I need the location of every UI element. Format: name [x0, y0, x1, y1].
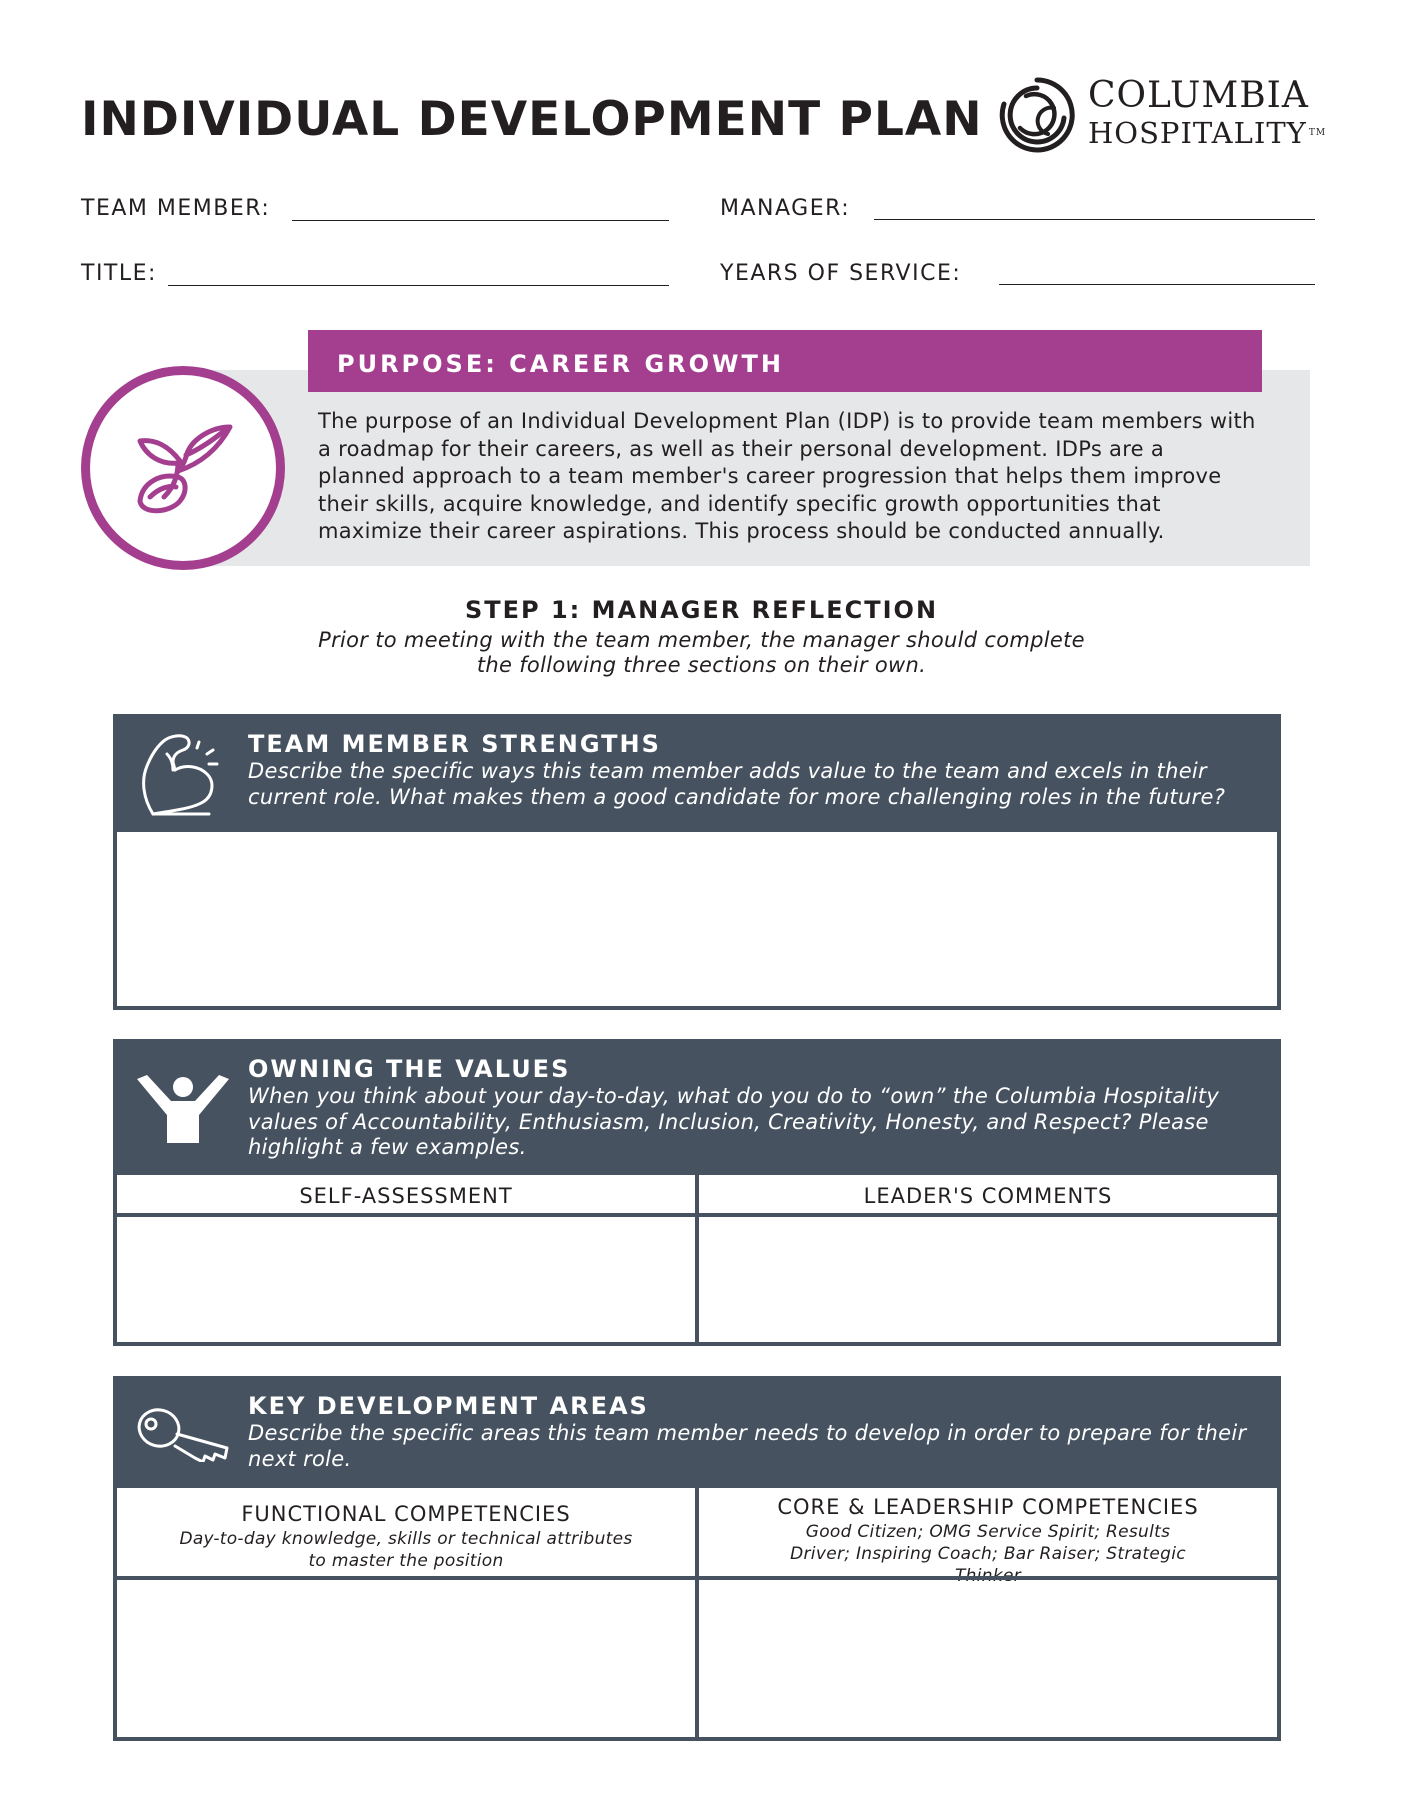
- development-response-area: [117, 1488, 1277, 1737]
- purpose-badge: [81, 366, 285, 570]
- key-development-areas-section: [113, 1376, 1281, 1741]
- strengths-title: TEAM MEMBER STRENGTHS: [248, 730, 661, 758]
- team-member-strengths-section: [113, 714, 1281, 1010]
- self-assessment-input-box[interactable]: [117, 1217, 695, 1342]
- logo-line-columbia: COLUMBIA: [1088, 75, 1309, 116]
- logo-line-hospitality-text: HOSPITALITY: [1088, 116, 1307, 150]
- core-leadership-competencies-heading: CORE & LEADERSHIP COMPETENCIES: [777, 1495, 1199, 1519]
- title-label: TITLE:: [81, 261, 157, 286]
- team-member-input-line[interactable]: [292, 220, 669, 221]
- page-title: INDIVIDUAL DEVELOPMENT PLAN: [81, 92, 983, 147]
- values-response-area: [117, 1175, 1277, 1342]
- development-title: KEY DEVELOPMENT AREAS: [248, 1392, 649, 1420]
- core-leadership-competencies-input-box[interactable]: [699, 1580, 1277, 1737]
- leaders-comments-column: [699, 1175, 1277, 1342]
- strengths-response-box[interactable]: [117, 832, 1277, 1006]
- core-leadership-competencies-column: [699, 1488, 1277, 1737]
- purpose-heading: PURPOSE: CAREER GROWTH: [308, 330, 1262, 392]
- owning-the-values-section: [113, 1039, 1281, 1346]
- strengths-description: Describe the specific ways this team member adds value to the team and excels in their current role. What makes them a good candidate for more challenging roles in the future?: [248, 759, 1226, 809]
- logo-line-hospitality: [1088, 116, 1326, 150]
- key-icon: [135, 1404, 233, 1462]
- columbia-hospitality-logo: [996, 74, 1327, 156]
- leaders-comments-input-box[interactable]: [699, 1217, 1277, 1342]
- flexed-arm-icon: [137, 728, 219, 820]
- manager-label: MANAGER:: [720, 196, 851, 221]
- development-description: Describe the specific areas this team member needs to develop in order to prepare for their next role.: [248, 1421, 1247, 1471]
- manager-input-line[interactable]: [874, 219, 1315, 220]
- values-title: OWNING THE VALUES: [248, 1055, 571, 1083]
- trademark-mark: TM: [1308, 128, 1327, 138]
- purpose-description: The purpose of an Individual Development Plan (IDP) is to provide team members with a roadmap for their careers, as well as their personal development. IDPs are a planned approach to a team member's career progression that helps them improve their skills, acquire knowledge, and identify specific growth opportunities that maximize their career aspirations. This process should be conducted annually.: [318, 409, 1256, 543]
- years-of-service-input-line[interactable]: [999, 284, 1315, 285]
- functional-competencies-heading: FUNCTIONAL COMPETENCIES: [241, 1502, 571, 1526]
- title-input-line[interactable]: [168, 285, 669, 286]
- raised-arms-person-icon: [133, 1075, 233, 1147]
- self-assessment-column: [117, 1175, 695, 1342]
- leaders-comments-heading: LEADER'S COMMENTS: [863, 1184, 1113, 1208]
- functional-competencies-input-box[interactable]: [117, 1580, 695, 1737]
- logo-wordmark: [1088, 76, 1326, 150]
- step-1-subtitle: Prior to meeting with the team member, the manager should complete the following three sections on their own.: [318, 628, 1085, 677]
- functional-competencies-column: [117, 1488, 695, 1737]
- sprout-icon: [120, 405, 246, 531]
- step-1-title: STEP 1: MANAGER REFLECTION: [464, 596, 939, 624]
- self-assessment-heading: SELF-ASSESSMENT: [299, 1184, 513, 1208]
- years-of-service-label: YEARS OF SERVICE:: [720, 261, 962, 286]
- logo-swirl-icon: [996, 74, 1078, 156]
- values-description: When you think about your day-to-day, what do you do to “own” the Columbia Hospitality values of Accountability, Enthusiasm, Inclusion, Creativity, Honesty, and Respect? Please highlight a few examples.: [248, 1084, 1220, 1159]
- core-leadership-competencies-subtitle: Good Citizen; OMG Service Spirit; Results Driver; Inspiring Coach; Bar Raiser; Strategic: [790, 1522, 1186, 1564]
- functional-competencies-subtitle: Day-to-day knowledge, skills or technical attributes to master the position: [179, 1529, 633, 1571]
- team-member-label: TEAM MEMBER:: [81, 196, 271, 221]
